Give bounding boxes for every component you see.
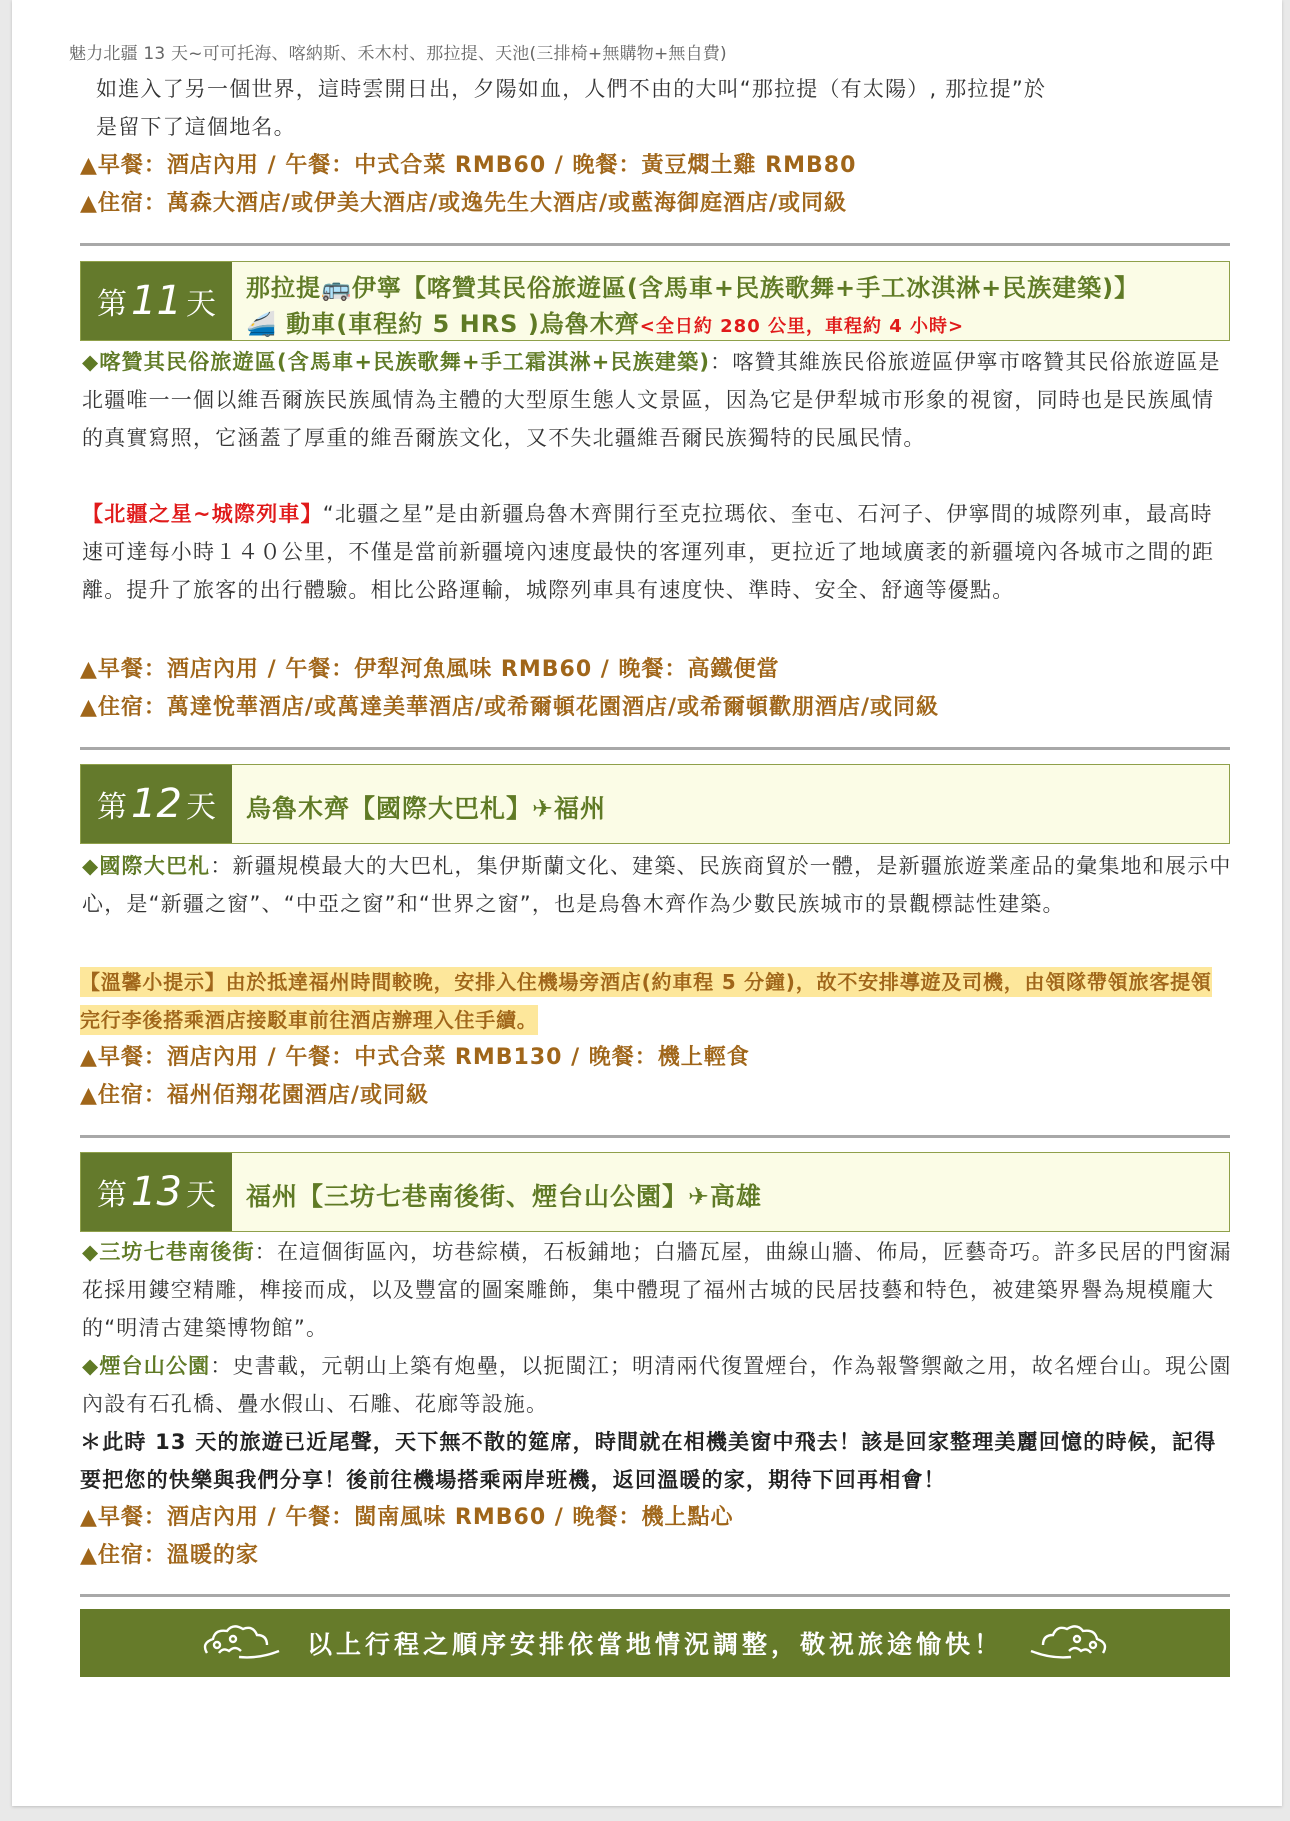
intro-meal: ▲早餐：酒店內用 / 午餐：中式合菜 RMB60 / 晚餐：黃豆燜土雞 RMB80 xyxy=(80,153,857,178)
day-13-header xyxy=(80,1152,1230,1232)
closing-note: ＊此時 13 天的旅遊已近尾聲，天下無不散的筵席，時間就在相機美窗中飛去！該是回家整理美麗回憶的時候，記得要把您的快樂與我們分享！後前往機場搭乘兩岸班機，返回溫暖的家，期待下回再相會！ xyxy=(80,1430,1217,1492)
divider xyxy=(80,1594,1230,1597)
cloud-icon xyxy=(1021,1623,1111,1663)
day-title-route: 🚄 動車(車程約 5 HRS )烏魯木齊<全日約 280 公里，車程約 4 小時> xyxy=(246,310,965,338)
day-13-paragraph-2: ◆煙台山公園：史書載，元朝山上築有炮壘，以扼閩江；明清兩代復置煙台，作為報警禦敵之用，故名煙台山。現公園內設有石孔橋、疊水假山、石雕、花廊等設施。 xyxy=(82,1354,1232,1416)
day-11-meal: ▲早餐：酒店內用 / 午餐：伊犁河魚風味 RMB60 / 晚餐：高鐵便當 xyxy=(80,657,780,682)
day-title: 福州【三坊七巷南後街、煙台山公園】✈高雄 xyxy=(246,1182,762,1211)
day-13-paragraph-1: ◆三坊七巷南後街：在這個街區內，坊巷綜橫，石板鋪地；白牆瓦屋，曲線山牆、佈局，匠藝奇巧。許多民居的門窗漏花採用鏤空精雕，榫接而成，以及豐富的圖案雕飾，集中體現了福州古城的民居技藝和特色，被建築界譽為規模龐大的“明清古建築博物館”。 xyxy=(82,1240,1232,1340)
day-title: 那拉提🚌伊寧【喀贊其民俗旅遊區(含馬車+民族歌舞+手工冰淇淋+民族建築)】 xyxy=(246,274,1140,302)
divider xyxy=(80,1135,1230,1138)
day-11-header xyxy=(80,261,1230,341)
footer-banner xyxy=(80,1609,1230,1677)
day-13-stay: ▲住宿：溫暖的家 xyxy=(80,1543,259,1568)
page-header: 魅力北疆 13 天~可可托海、喀納斯、禾木村、那拉提、天池(三排椅+無購物+無自費) xyxy=(69,44,727,64)
day-11-paragraph-1: ◆喀贊其民俗旅遊區(含馬車+民族歌舞+手工霜淇淋+民族建築)：喀贊其維族民俗旅遊區伊寧市喀贊其民俗旅遊區是北疆唯一一個以維吾爾族民族風情為主體的大型原生態人文景區，因為它是伊犁城市形象的視窗，同時也是民族風情的真實寫照，它涵蓋了厚重的維吾爾族文化，又不失北疆維吾爾民族獨特的民風民情。 xyxy=(82,350,1221,450)
divider xyxy=(80,243,1230,246)
intro-stay: ▲住宿：萬森大酒店/或伊美大酒店/或逸先生大酒店/或藍海御庭酒店/或同級 xyxy=(80,191,848,216)
divider xyxy=(80,747,1230,750)
day-12-header xyxy=(80,764,1230,844)
day-12-meal: ▲早餐：酒店內用 / 午餐：中式合菜 RMB130 / 晚餐：機上輕食 xyxy=(80,1045,750,1070)
day-12-stay: ▲住宿：福州佰翔花園酒店/或同級 xyxy=(80,1083,429,1108)
intro-paragraph: 如進入了另一個世界，這時雲開日出，夕陽如血，人們不由的大叫“那拉提（有太陽）, 那拉提”於 是留下了這個地名。 xyxy=(96,77,1047,139)
footer-text: 以上行程之順序安排依當地情況調整，敬祝旅途愉快！ xyxy=(306,1630,1003,1659)
document-page xyxy=(12,0,1282,1806)
day-title: 烏魯木齊【國際大巴札】✈福州 xyxy=(246,794,606,823)
day-11-paragraph-2: 【北疆之星~城際列車】“北疆之星”是由新疆烏魯木齊開行至克拉瑪依、奎屯、石河子、伊寧間的城際列車，最高時速可達每小時１４０公里，不僅是當前新疆境內速度最快的客運列車，更拉近了地域廣袤的新疆境內各城市之間的距離。提升了旅客的出行體驗。相比公路運輸，城際列車具有速度快、準時、安全、舒適等優點。 xyxy=(82,502,1215,602)
warm-tip: 【溫馨小提示】由於抵達福州時間較晚，安排入住機場旁酒店(約車程 5 分鐘)，故不安排導遊及司機，由領隊帶領旅客提領完行李後搭乘酒店接駁車前往酒店辦理入住手續。 xyxy=(80,963,1230,1039)
cloud-icon xyxy=(199,1623,289,1663)
day-11-stay: ▲住宿：萬達悅華酒店/或萬達美華酒店/或希爾頓花園酒店/或希爾頓歡朋酒店/或同級 xyxy=(80,695,940,720)
day-13-meal: ▲早餐：酒店內用 / 午餐：閩南風味 RMB60 / 晚餐：機上點心 xyxy=(80,1505,734,1530)
day-12-paragraph-1: ◆國際大巴札：新疆規模最大的大巴札，集伊斯蘭文化、建築、民族商貿於一體，是新疆旅遊業產品的彙集地和展示中心，是“新疆之窗”、“中亞之窗”和“世界之窗”，也是烏魯木齊作為少數民族城市的景觀標誌性建築。 xyxy=(82,854,1232,916)
day-label: 第 11 天 xyxy=(81,262,232,340)
day-label: 第 13 天 xyxy=(81,1153,232,1231)
day-label: 第 12 天 xyxy=(81,765,232,843)
